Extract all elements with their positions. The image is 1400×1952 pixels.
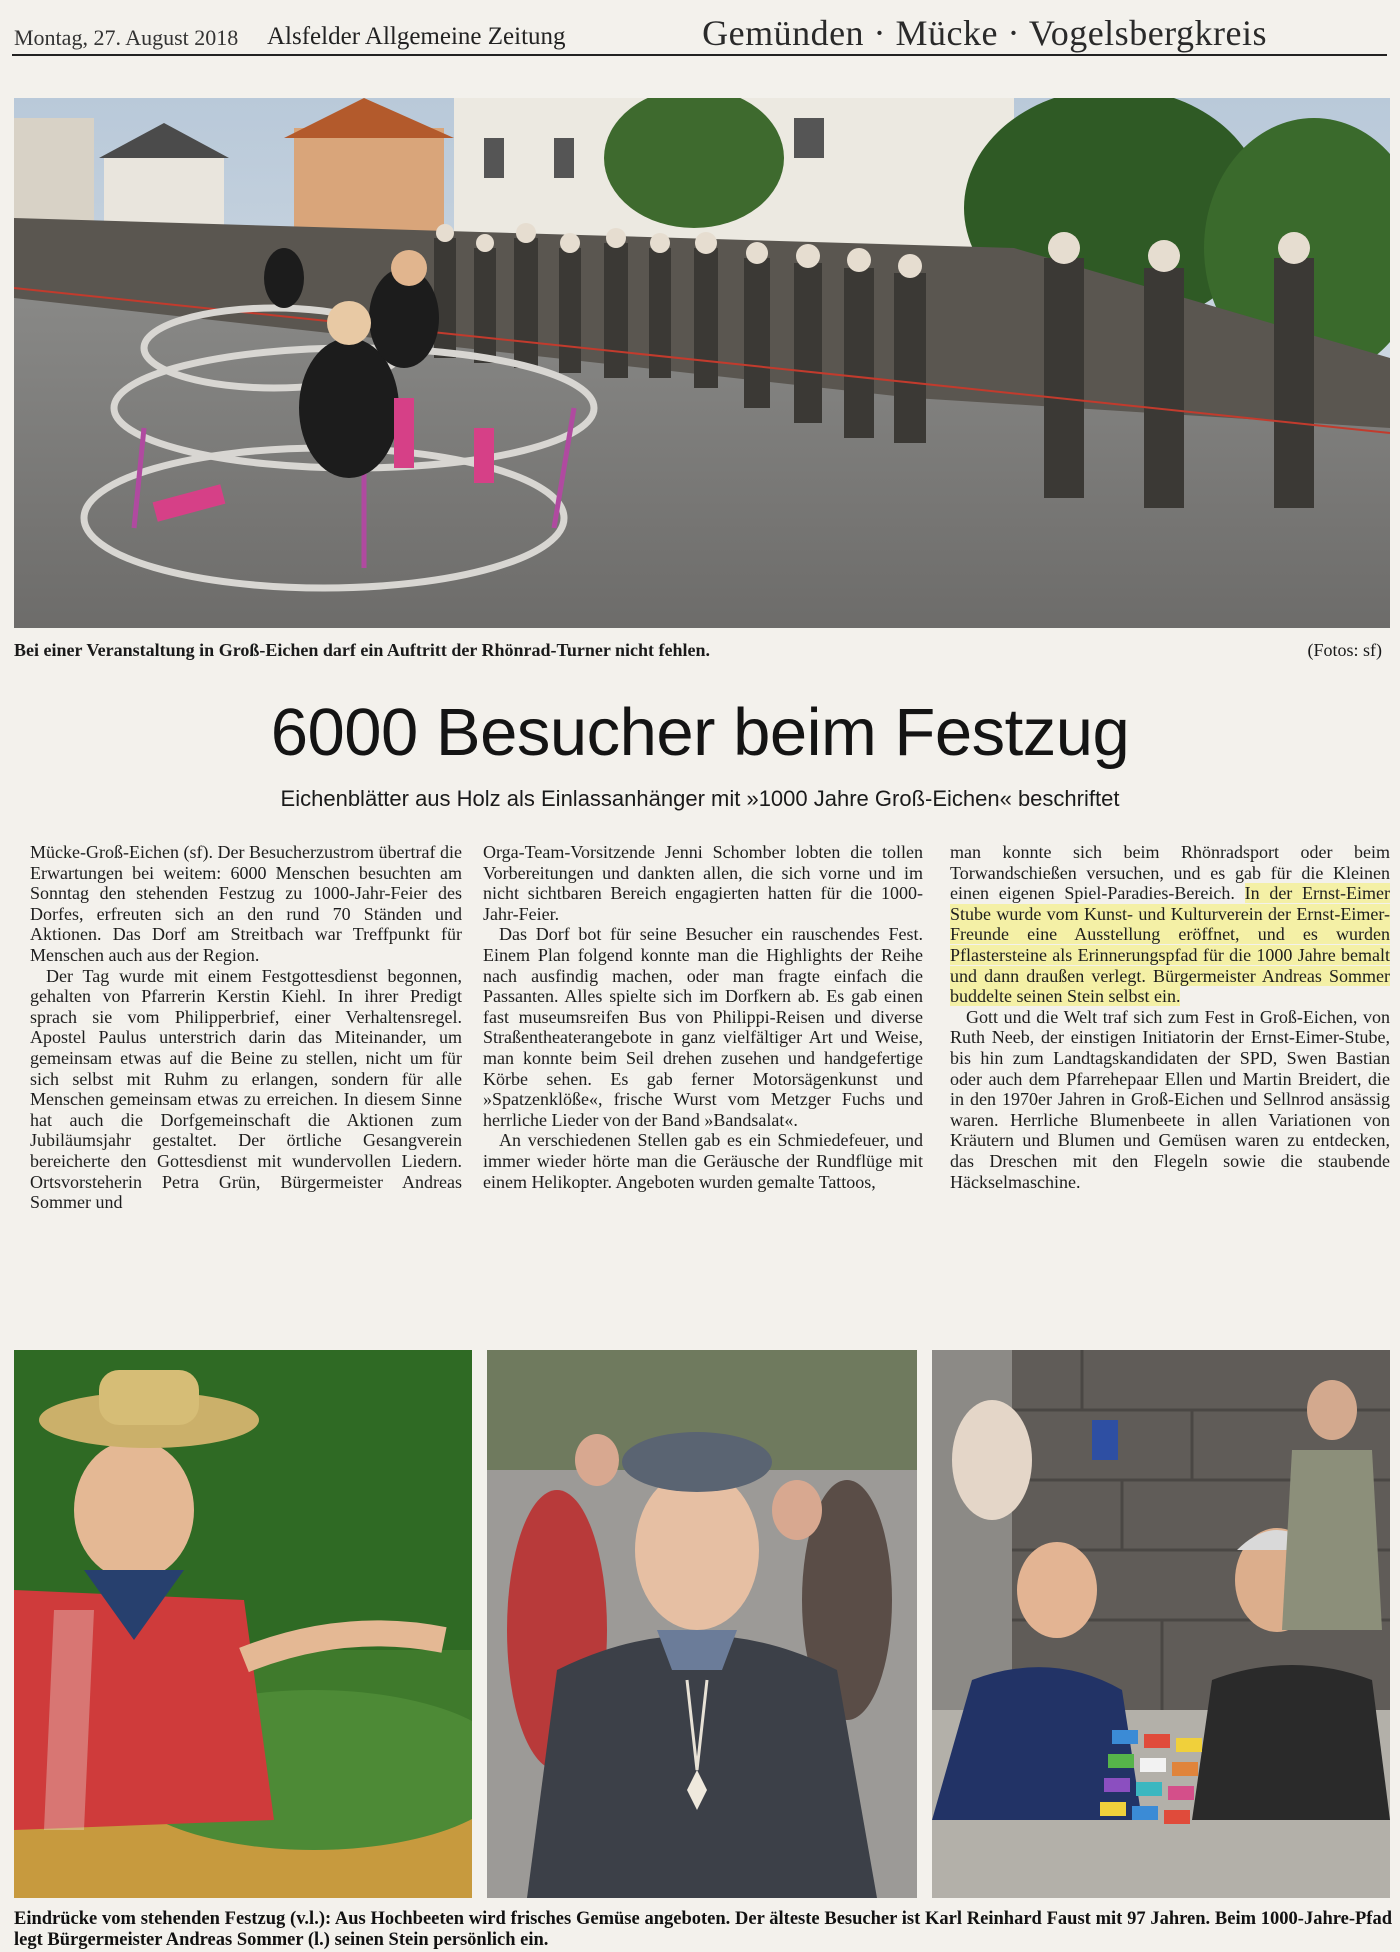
highlighted-text: In der Ernst-Eimer Stube wurde vom Kunst- und Kulturverein der Ernst-Eimer-Freunde eine Ausstellung eröffnet, und es wurden Pflastersteine als Erinnerungspfad für die 1000 Jahre bemalt und dann draußen verlegt. Bürgermeister Andreas Sommer buddelte seinen Stein selbst ein.	[950, 883, 1391, 1007]
vegetable-seller-illustration	[14, 1350, 472, 1898]
newspaper-name: Alsfelder Allgemeine Zeitung	[267, 23, 566, 50]
article-column-1	[30, 842, 462, 1213]
photo-mayor-stone-path	[932, 1350, 1390, 1898]
issue-date: Montag, 27. August 2018	[14, 25, 239, 50]
rhoenrad-photo-illustration	[14, 98, 1390, 628]
oldest-visitor-illustration	[487, 1350, 917, 1898]
masthead	[12, 10, 1387, 56]
photo-oldest-visitor	[487, 1350, 917, 1898]
paragraph: Orga-Team-Vorsitzende Jenni Schomber lobten die tollen Vorbereitungen und dankten allen, die sich vorne und im nicht sichtbaren Bereich engagierten hatten für die 1000-Jahr-Feier.	[483, 842, 923, 924]
top-photo-caption: Bei einer Veranstaltung in Groß-Eichen darf ein Auftritt der Rhönrad-Turner nicht fehlen.	[14, 640, 711, 660]
mayor-stone-path-illustration	[932, 1350, 1390, 1898]
article-column-2	[483, 842, 923, 1192]
photo-credit: (Fotos: sf)	[1307, 640, 1382, 660]
paragraph: Das Dorf bot für seine Besucher ein rauschendes Fest. Einem Plan folgend konnte man die Highlights der Reihe nach ausfindig machen, oder man fragte einfach die Passanten. Alles spielte sich im Dorfkern ab. Es gab einen fast museumsreifen Bus von Philippi-Reisen und diverse Straßentheaterangebote in ganz vielfältiger Art und Weise, man konnte beim Seil drehen zusehen und handgefertige Körbe sehen. Es gab ferner Motorsägenkunst und »Spatzenklöße«, frische Wurst vom Metzger Fuchs und herrliche Lieder von der Band »Bandsalat«.	[483, 924, 923, 1130]
paragraph: An verschiedenen Stellen gab es ein Schmiedefeuer, und immer wieder hörte man die Geräusche der Rundflüge mit einem Helikopter. Angeboten wurden gemalte Tattoos,	[483, 1130, 923, 1192]
bottom-photos-caption: Eindrücke vom stehenden Festzug (v.l.): Aus Hochbeeten wird frisches Gemüse angeboten. Der älteste Besucher ist Karl Reinhard Faust mit 97 Jahren. Beim 1000-Jahre-Pfad legt Bürgermeister Andreas Sommer (l.) seinen Stein persönlich ein.	[14, 1909, 1392, 1950]
article-column-3	[950, 842, 1390, 1192]
section-region: Gemünden · Mücke · Vogelsbergkreis	[702, 13, 1267, 53]
paragraph-text: man konnte sich beim Rhönradsport oder beim Torwandschießen versuchen, und es gab für die Kleinen einen eigenen Spiel-Paradies-Bereich.	[950, 842, 1390, 904]
article-subhead: Eichenblätter aus Holz als Einlassanhänger mit »1000 Jahre Groß-Eichen« beschriftet	[280, 786, 1120, 811]
article-headline: 6000 Besucher beim Festzug	[270, 695, 1130, 770]
top-photo-rhoenrad	[14, 98, 1390, 628]
paragraph	[950, 842, 1390, 1007]
paragraph: Gott und die Welt traf sich zum Fest in Groß-Eichen, von Ruth Neeb, der einstigen Initiatorin der Ernst-Eimer-Stube, bis hin zum Landtagskandidaten der SPD, Swen Bastian oder auch dem Pfarrehepaar Ellen und Martin Breidert, die in den 1970er Jahren in Groß-Eichen und Sellnrod ansässig waren. Herrliche Blumenbeete in allen Variationen von Kräutern und Blumen und Gemüsen waren zu entdecken, das Dreschen mit den Flegeln sowie die staubende Häckselmaschine.	[950, 1006, 1390, 1192]
paragraph: Mücke-Groß-Eichen (sf). Der Besucherzustrom übertraf die Erwartungen bei weitem: 6000 Menschen besuchten am Sonntag den stehenden Festzug zu 1000-Jahr-Feier des Dorfes, erfreuten sich an den rund 70 Ständen und Aktionen. Das Dorf am Streitbach war Treffpunkt für Menschen auch aus der Region.	[30, 842, 462, 965]
photo-vegetable-seller	[14, 1350, 472, 1898]
paragraph: Der Tag wurde mit einem Festgottesdienst begonnen, gehalten von Pfarrerin Kerstin Kiehl. In ihrer Predigt sprach sie vom Philipperbrief, einer Verhaltensregel. Apostel Paulus unterstrich darin das Miteinander, um gemeinsam etwas auf die Beine zu stellen, nicht um für sich selbst mit Ruhm zu erlangen, sondern für alle Menschen gemeinsam etwas zu erreichen. In diesem Sinne hat auch die Dorfgemeinschaft die Aktionen zum Jubiläumsjahr gestaltet. Der örtliche Gesangverein bereicherte den Gottesdienst mit wundervollen Liedern. Ortsvorsteherin Petra Grün, Bürgermeister Andreas Sommer und	[30, 965, 462, 1213]
